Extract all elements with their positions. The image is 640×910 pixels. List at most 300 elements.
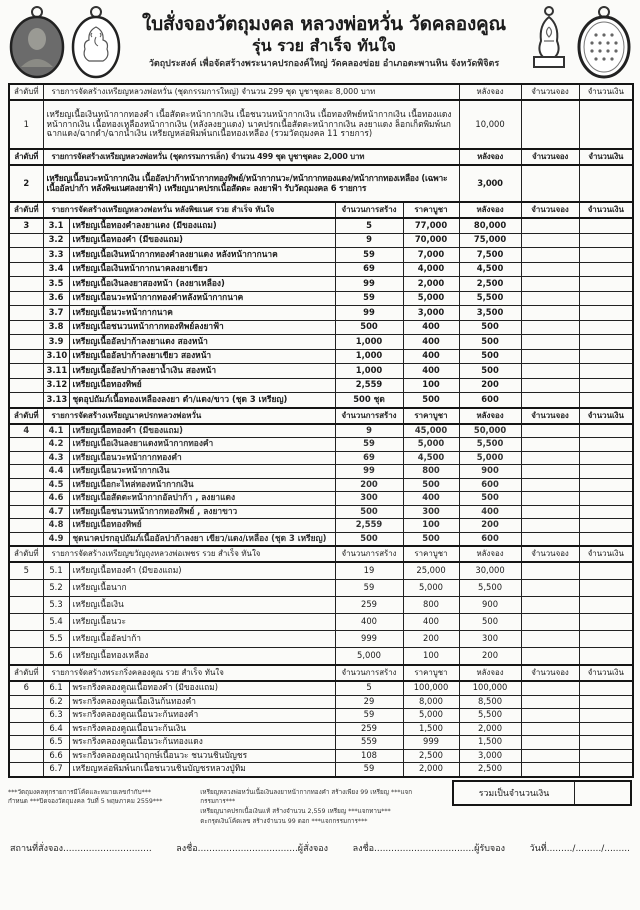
item-no-cell: 5.5 <box>43 631 69 648</box>
order-no-cell <box>9 277 43 292</box>
amount-cell <box>579 722 633 736</box>
order-no-cell <box>9 438 43 452</box>
qty-order-col-header: จำนวนจอง <box>521 546 579 562</box>
qty-made-col-header: จำนวนการสร้าง <box>335 202 403 218</box>
qty-made-cell: 69 <box>335 451 403 465</box>
price-cell: 100 <box>403 648 459 666</box>
after-price-cell: 2,500 <box>459 277 521 292</box>
order-no-cell: 6 <box>9 681 43 695</box>
qty-order-cell <box>521 597 579 614</box>
amount-cell <box>579 393 633 408</box>
section-title: รายการจัดสร้างเหรียญหลวงพ่อหวั่น (ชุดกรรมการเล็ก) จำนวน 499 ชุด บูชาชุดละ 2,000 บาท <box>43 149 459 165</box>
after-price-cell: 500 <box>459 364 521 379</box>
qty-order-cell <box>521 492 579 506</box>
order-col-header: ลำดับที่ <box>9 665 43 681</box>
price-cell: 70,000 <box>403 233 459 248</box>
qty-order-cell <box>521 532 579 546</box>
qty-made-cell: 59 <box>335 580 403 597</box>
item-no-cell: 3.12 <box>43 378 69 393</box>
item-no-cell: 6.6 <box>43 749 69 763</box>
order-no-cell <box>9 492 43 506</box>
qty-made-cell: 99 <box>335 306 403 321</box>
price-cell: 100,000 <box>403 681 459 695</box>
item-no-cell: 5.3 <box>43 597 69 614</box>
table-row <box>9 695 633 709</box>
item-no-cell: 3.3 <box>43 248 69 263</box>
qty-made-cell: 400 <box>335 614 403 631</box>
price-cell: 3,000 <box>403 306 459 321</box>
item-no-cell: 3.2 <box>43 233 69 248</box>
amount-cell <box>579 335 633 350</box>
order-no-cell <box>9 451 43 465</box>
table-row <box>9 614 633 631</box>
table-row <box>9 451 633 465</box>
after-price-cell: 200 <box>459 648 521 666</box>
qty-made-cell: 5 <box>335 218 403 233</box>
item-no-cell: 4.3 <box>43 451 69 465</box>
price-cell: 100 <box>403 378 459 393</box>
item-no-cell: 3.1 <box>43 218 69 233</box>
amount-col-header: จำนวนเงิน <box>579 149 633 165</box>
price-cell: 8,000 <box>403 695 459 709</box>
item-no-cell: 3.8 <box>43 320 69 335</box>
price-cell: 400 <box>403 492 459 506</box>
item-no-cell: 3.9 <box>43 335 69 350</box>
qty-order-cell <box>521 393 579 408</box>
after-price-cell: 500 <box>459 320 521 335</box>
qty-made-cell: 5 <box>335 681 403 695</box>
item-no-cell: 3.6 <box>43 291 69 306</box>
table-row <box>9 277 633 292</box>
qty-order-cell <box>521 262 579 277</box>
qty-order-cell <box>521 648 579 666</box>
amount-cell <box>579 709 633 723</box>
order-no-cell <box>9 320 43 335</box>
qty-made-cell: 559 <box>335 736 403 750</box>
price-cell: 800 <box>403 597 459 614</box>
item-desc-cell: เหรียญเนื้อนวะ <box>69 614 335 631</box>
item-desc-cell: เหรียญเนื้อทองคำลงยาแดง (มีของแถม) <box>69 218 335 233</box>
amount-cell <box>579 248 633 263</box>
price-cell: 77,000 <box>403 218 459 233</box>
qty-made-cell: 999 <box>335 631 403 648</box>
table-row <box>9 736 633 750</box>
qty-made-cell: 108 <box>335 749 403 763</box>
item-desc-cell: เหรียญเนื้อทองคำ (มีของแถม) <box>69 424 335 438</box>
after-price-cell: 2,000 <box>459 722 521 736</box>
item-desc-cell: เหรียญเนื้ออัลปาก้าลงยาเขียว สองหน้า <box>69 349 335 364</box>
amount-cell <box>579 695 633 709</box>
after-price-cell: 300 <box>459 631 521 648</box>
qty-order-col-header: จำนวนจอง <box>521 408 579 424</box>
order-no-cell <box>9 393 43 408</box>
item-desc-cell: เหรียญเนื้อชนวนหน้ากากทองทิพย์ลงยาฟ้า <box>69 320 335 335</box>
price-col-header: ราคาบูชา <box>403 202 459 218</box>
section-3 <box>9 202 633 408</box>
edition-title: รุ่น รวย สำเร็จ ทันใจ <box>251 36 397 56</box>
item-no-cell: 6.5 <box>43 736 69 750</box>
section-2 <box>9 149 633 202</box>
after-price-cell: 5,000 <box>459 451 521 465</box>
amount-cell <box>579 478 633 492</box>
item-desc-cell: เหรียญเนื้อทองคำ (มีของแถม) <box>69 233 335 248</box>
after-price-cell: 3,500 <box>459 306 521 321</box>
qty-order-cell <box>521 519 579 533</box>
qty-made-cell: 1,000 <box>335 364 403 379</box>
price-cell: 400 <box>403 614 459 631</box>
price-cell: 100 <box>403 519 459 533</box>
price-cell: 5,000 <box>403 438 459 452</box>
grand-total-label: รวมเป็นจำนวนเงิน <box>454 782 575 804</box>
item-desc-cell: พระกริ่งคลองคูณเนื้อนวะก้นทองแดง <box>69 736 335 750</box>
table-row <box>9 749 633 763</box>
title-block <box>122 14 526 70</box>
section-title: รายการจัดสร้างเหรียญหลวงพ่อหวั่น (ชุดกรรมการใหญ่) จำนวน 299 ชุด บูชาชุดละ 8,000 บาท <box>43 84 459 100</box>
after-price-cell: 600 <box>459 393 521 408</box>
item-no-cell: 4.1 <box>43 424 69 438</box>
price-cell: 4,000 <box>403 262 459 277</box>
qty-order-cell <box>521 505 579 519</box>
amount-cell <box>579 648 633 666</box>
price-cell: 400 <box>403 349 459 364</box>
item-desc-cell: เหรียญเนื้อเงิน <box>69 597 335 614</box>
order-no-cell <box>9 709 43 723</box>
order-no-cell <box>9 519 43 533</box>
price-cell: 400 <box>403 364 459 379</box>
after-price-cell: 200 <box>459 378 521 393</box>
after-price-cell: 600 <box>459 478 521 492</box>
table-row <box>9 438 633 452</box>
order-no-cell <box>9 505 43 519</box>
qty-made-cell: 99 <box>335 277 403 292</box>
qty-order-cell <box>521 763 579 777</box>
after-price-cell: 30,000 <box>459 562 521 580</box>
amount-cell <box>579 165 633 202</box>
table-row <box>9 722 633 736</box>
note-line-2: เหรียญนาคปรกเนื้อเงินแท้ สร้างจำนวน 2,559 เหรียญ ***แจกทาน*** <box>200 808 391 815</box>
qty-made-col-header: จำนวนการสร้าง <box>335 546 403 562</box>
item-desc-cell: เหรียญเนื้อเงินหน้ากากทองคำลงยาแดง หลังหน้ากากนาค <box>69 248 335 263</box>
qty-made-cell: 5,000 <box>335 648 403 666</box>
amount-cell <box>579 519 633 533</box>
item-no-cell: 5.1 <box>43 562 69 580</box>
amount-col-header: จำนวนเงิน <box>579 202 633 218</box>
item-desc-cell: เหรียญเนื้อเงินลงยาแดงหน้ากากทองคำ <box>69 438 335 452</box>
monk-photo-medallion-icon <box>8 5 66 79</box>
amount-cell <box>579 736 633 750</box>
after-col-header: หลังจอง <box>459 84 521 100</box>
page-title: ใบสั่งจองวัตถุมงคล หลวงพ่อหวั่น วัดคลองคูณ <box>142 13 506 36</box>
after-price-cell: 600 <box>459 532 521 546</box>
order-no-cell <box>9 749 43 763</box>
price-cell: 500 <box>403 478 459 492</box>
table-row <box>9 631 633 648</box>
order-no-cell <box>9 736 43 750</box>
amount-col-header: จำนวนเงิน <box>579 84 633 100</box>
qty-made-cell: 59 <box>335 709 403 723</box>
ganesha-statue-medallion-icon <box>526 5 572 79</box>
item-desc-cell: เหรียญเนื้อนวะหน้ากากเงิน เนื้ออัลปาก้าหน้ากากทองทิพย์/หน้ากากนวะ/หน้ากากทองแดง/หน้ากากทองเหลือง (เฉพาะเนื้ออัลปาก้า หลังพิฆเนศลงยาฟ้า) เหรียญนาคปรกเนื้อสัตตะ ลงยาฟ้า รับวัตถุมงคล 6 รายการ <box>43 165 459 202</box>
item-desc-cell: เหรียญเนื้อทองทิพย์ <box>69 519 335 533</box>
item-desc-cell: เหรียญเนื้อนวะหน้ากากเงิน <box>69 465 335 479</box>
qty-order-cell <box>521 233 579 248</box>
order-no-cell: 1 <box>9 100 43 149</box>
order-col-header: ลำดับที่ <box>9 546 43 562</box>
item-no-cell: 3.10 <box>43 349 69 364</box>
amount-col-header: จำนวนเงิน <box>579 408 633 424</box>
price-cell: 200 <box>403 631 459 648</box>
after-price-cell: 200 <box>459 519 521 533</box>
price-cell: 2,500 <box>403 749 459 763</box>
item-no-cell: 3.5 <box>43 277 69 292</box>
amount-cell <box>579 291 633 306</box>
item-desc-cell: พระกริ่งคลองคูณเนื้อนวะก้นทองคำ <box>69 709 335 723</box>
price-cell: 500 <box>403 393 459 408</box>
item-no-cell: 5.4 <box>43 614 69 631</box>
item-desc-cell: พระกริ่งคลองคูณเนื้อนวะก้นเงิน <box>69 722 335 736</box>
qty-made-cell: 1,000 <box>335 349 403 364</box>
qty-made-cell: 99 <box>335 465 403 479</box>
table-row <box>9 349 633 364</box>
qty-made-cell: 1,000 <box>335 335 403 350</box>
table-row <box>9 532 633 546</box>
qty-order-cell <box>521 335 579 350</box>
price-cell: 25,000 <box>403 562 459 580</box>
qty-order-cell <box>521 695 579 709</box>
section-title: รายการจัดสร้างเหรียญนาคปรกหลวงพ่อหวั่น <box>43 408 335 424</box>
amount-cell <box>579 320 633 335</box>
order-no-cell <box>9 349 43 364</box>
qty-made-col-header: จำนวนการสร้าง <box>335 408 403 424</box>
order-col-header: ลำดับที่ <box>9 84 43 100</box>
price-cell: 5,000 <box>403 291 459 306</box>
after-col-header: หลังจอง <box>459 202 521 218</box>
qty-order-cell <box>521 681 579 695</box>
qty-made-cell: 59 <box>335 291 403 306</box>
order-no-cell <box>9 614 43 631</box>
price-cell: 7,000 <box>403 248 459 263</box>
qty-made-cell: 2,559 <box>335 519 403 533</box>
table-row <box>9 681 633 695</box>
item-desc-cell: ชุดอุปถัมภ์เนื้อทองเหลืองลงยา ดำ/แดง/ขาว (ชุด 3 เหรียญ) <box>69 393 335 408</box>
order-no-cell <box>9 306 43 321</box>
amount-cell <box>579 580 633 597</box>
order-no-cell <box>9 532 43 546</box>
amount-cell <box>579 763 633 777</box>
item-desc-cell: เหรียญเนื้อกะไหล่ทองหน้ากากเงิน <box>69 478 335 492</box>
amount-col-header: จำนวนเงิน <box>579 546 633 562</box>
after-price-cell: 3,000 <box>459 749 521 763</box>
order-table <box>8 83 634 778</box>
qty-order-cell <box>521 165 579 202</box>
amount-cell <box>579 364 633 379</box>
signature-receiver: ลงชื่อ...................................ผู้รับจอง <box>352 843 506 854</box>
table-row <box>9 306 633 321</box>
after-price-cell: 400 <box>459 505 521 519</box>
qty-order-cell <box>521 614 579 631</box>
after-price-cell: 100,000 <box>459 681 521 695</box>
item-no-cell: 6.1 <box>43 681 69 695</box>
item-no-cell: 4.9 <box>43 532 69 546</box>
order-col-header: ลำดับที่ <box>9 149 43 165</box>
section-1 <box>9 84 633 149</box>
table-row <box>9 580 633 597</box>
amount-col-header: จำนวนเงิน <box>579 665 633 681</box>
order-no-cell <box>9 262 43 277</box>
qty-order-cell <box>521 580 579 597</box>
bottom-block <box>8 780 632 827</box>
table-row <box>9 492 633 506</box>
qty-order-col-header: จำนวนจอง <box>521 665 579 681</box>
table-row <box>9 393 633 408</box>
price-cell: 400 <box>403 335 459 350</box>
amount-cell <box>579 465 633 479</box>
after-price-cell: 5,500 <box>459 709 521 723</box>
after-col-header: หลังจอง <box>459 149 521 165</box>
price-cell: 500 <box>403 532 459 546</box>
order-no-cell <box>9 695 43 709</box>
table-row <box>9 165 633 202</box>
qty-order-cell <box>521 364 579 379</box>
price-cell: 4,500 <box>403 451 459 465</box>
form-header <box>8 4 632 80</box>
after-col-header: หลังจอง <box>459 408 521 424</box>
item-no-cell: 4.2 <box>43 438 69 452</box>
item-no-cell: 6.3 <box>43 709 69 723</box>
grand-total-box <box>452 780 632 806</box>
table-row <box>9 424 633 438</box>
table-row <box>9 465 633 479</box>
price-cell: 800 <box>403 465 459 479</box>
after-price-cell: 4,500 <box>459 262 521 277</box>
item-desc-cell: เหรียญหล่อพิมพ์นกเนื้อชนวนชินบัญชรหลวงปู่ทิม <box>69 763 335 777</box>
order-no-cell <box>9 335 43 350</box>
item-desc-cell: เหรียญเนื้ออัลปาก้าลงยาน้ำเงิน สองหน้า <box>69 364 335 379</box>
note-line-3: ตะกรุดเงินโค้ดเลข สร้างจำนวน 99 ดอก ***แจกกรรมการ*** <box>200 817 368 825</box>
amount-cell <box>579 532 633 546</box>
item-no-cell: 5.6 <box>43 648 69 666</box>
signature-place: สถานที่สั่งจอง............................... <box>10 843 152 854</box>
item-desc-cell: เหรียญเนื้อนาก <box>69 580 335 597</box>
after-price-cell: 5,500 <box>459 438 521 452</box>
qty-order-cell <box>521 749 579 763</box>
qty-made-cell: 500 <box>335 532 403 546</box>
qty-order-cell <box>521 562 579 580</box>
qty-made-cell: 500 ชุด <box>335 393 403 408</box>
purpose-subtitle: วัตถุประสงค์ เพื่อจัดสร้างพระนาคปรกองค์ใหญ่ วัดคลองข่อย อำเภอตะพานหิน จังหวัดพิจิตร <box>148 59 500 70</box>
item-no-cell: 3.13 <box>43 393 69 408</box>
after-price-cell: 5,500 <box>459 291 521 306</box>
qty-made-cell: 59 <box>335 763 403 777</box>
qty-order-cell <box>521 451 579 465</box>
amount-cell <box>579 438 633 452</box>
amount-cell <box>579 451 633 465</box>
qty-made-cell: 500 <box>335 505 403 519</box>
item-no-cell: 3.4 <box>43 262 69 277</box>
order-no-cell: 5 <box>9 562 43 580</box>
qty-made-cell: 300 <box>335 492 403 506</box>
qty-order-col-header: จำนวนจอง <box>521 149 579 165</box>
price-cell: 5,000 <box>403 580 459 597</box>
amount-cell <box>579 306 633 321</box>
order-form-page <box>8 0 632 855</box>
order-no-cell <box>9 291 43 306</box>
after-price-cell: 5,500 <box>459 580 521 597</box>
after-price-cell: 3,000 <box>459 165 521 202</box>
qty-made-cell: 29 <box>335 695 403 709</box>
order-no-cell <box>9 580 43 597</box>
item-desc-cell: เหรียญเนื้อเงินลงยาสองหน้า (ลงยาเหลือง) <box>69 277 335 292</box>
qty-order-cell <box>521 218 579 233</box>
order-no-cell <box>9 722 43 736</box>
amount-cell <box>579 218 633 233</box>
note-close-date-line: กำหนด ***ปิดจองวัตถุมงคล วันที่ 5 พฤษภาคม 2559*** <box>8 798 163 806</box>
section-header-row <box>9 408 633 424</box>
item-desc-cell: เหรียญเนื้อชนวนหน้ากากทองทิพย์ , ลงยาขาว <box>69 505 335 519</box>
item-no-cell: 4.4 <box>43 465 69 479</box>
price-cell: 999 <box>403 736 459 750</box>
order-no-cell <box>9 631 43 648</box>
table-row <box>9 218 633 233</box>
qty-made-cell: 9 <box>335 233 403 248</box>
qty-order-cell <box>521 100 579 149</box>
qty-order-cell <box>521 709 579 723</box>
table-row <box>9 378 633 393</box>
signature-date: วันที่........./........./......... <box>529 843 630 854</box>
item-desc-cell: พระกริ่งคลองคูณนำฤกษ์เนื้อนวะ ชนวนชินบัญชร <box>69 749 335 763</box>
item-desc-cell: เหรียญเนื้อนวะหน้ากากทองคำหลังหน้ากากนาค <box>69 291 335 306</box>
table-row <box>9 233 633 248</box>
item-no-cell: 3.11 <box>43 364 69 379</box>
price-col-header: ราคาบูชา <box>403 665 459 681</box>
item-no-cell: 6.7 <box>43 763 69 777</box>
item-no-cell: 6.4 <box>43 722 69 736</box>
after-col-header: หลังจอง <box>459 665 521 681</box>
table-row <box>9 248 633 263</box>
after-price-cell: 500 <box>459 492 521 506</box>
amount-cell <box>579 277 633 292</box>
qty-order-cell <box>521 277 579 292</box>
after-price-cell: 900 <box>459 465 521 479</box>
note-left-block <box>8 780 192 808</box>
item-desc-cell: เหรียญเนื้อทองเหลือง <box>69 648 335 666</box>
table-row <box>9 478 633 492</box>
item-desc-cell: ชุดนาคปรกอุปถัมภ์เนื้ออัลปาก้าลงยา เขียว/แดง/เหลือง (ชุด 3 เหรียญ) <box>69 532 335 546</box>
order-no-cell: 3 <box>9 218 43 233</box>
price-cell: 400 <box>403 320 459 335</box>
amount-cell <box>579 262 633 277</box>
item-desc-cell: เหรียญเนื้อทองคำ (มีของแถม) <box>69 562 335 580</box>
after-price-cell: 7,500 <box>459 248 521 263</box>
section-header-row <box>9 665 633 681</box>
qty-made-cell: 200 <box>335 478 403 492</box>
amount-cell <box>579 597 633 614</box>
item-desc-cell: เหรียญเนื้อเงินหน้ากากนาคลงยาเขียว <box>69 262 335 277</box>
qty-order-cell <box>521 349 579 364</box>
item-desc-cell: เหรียญเนื้อทองทิพย์ <box>69 378 335 393</box>
section-header-row <box>9 546 633 562</box>
note-code-line: ***วัตถุมงคลทุกรายการมีโค้ดและหมายเลขกำกับ*** <box>8 788 152 796</box>
after-price-cell: 900 <box>459 597 521 614</box>
qty-order-cell <box>521 378 579 393</box>
order-no-cell <box>9 378 43 393</box>
amount-cell <box>579 424 633 438</box>
signature-row <box>8 841 632 855</box>
signature-orderer: ลงชื่อ...................................ผู้สั่งจอง <box>176 843 329 854</box>
table-row <box>9 648 633 666</box>
amount-cell <box>579 749 633 763</box>
order-no-cell <box>9 597 43 614</box>
